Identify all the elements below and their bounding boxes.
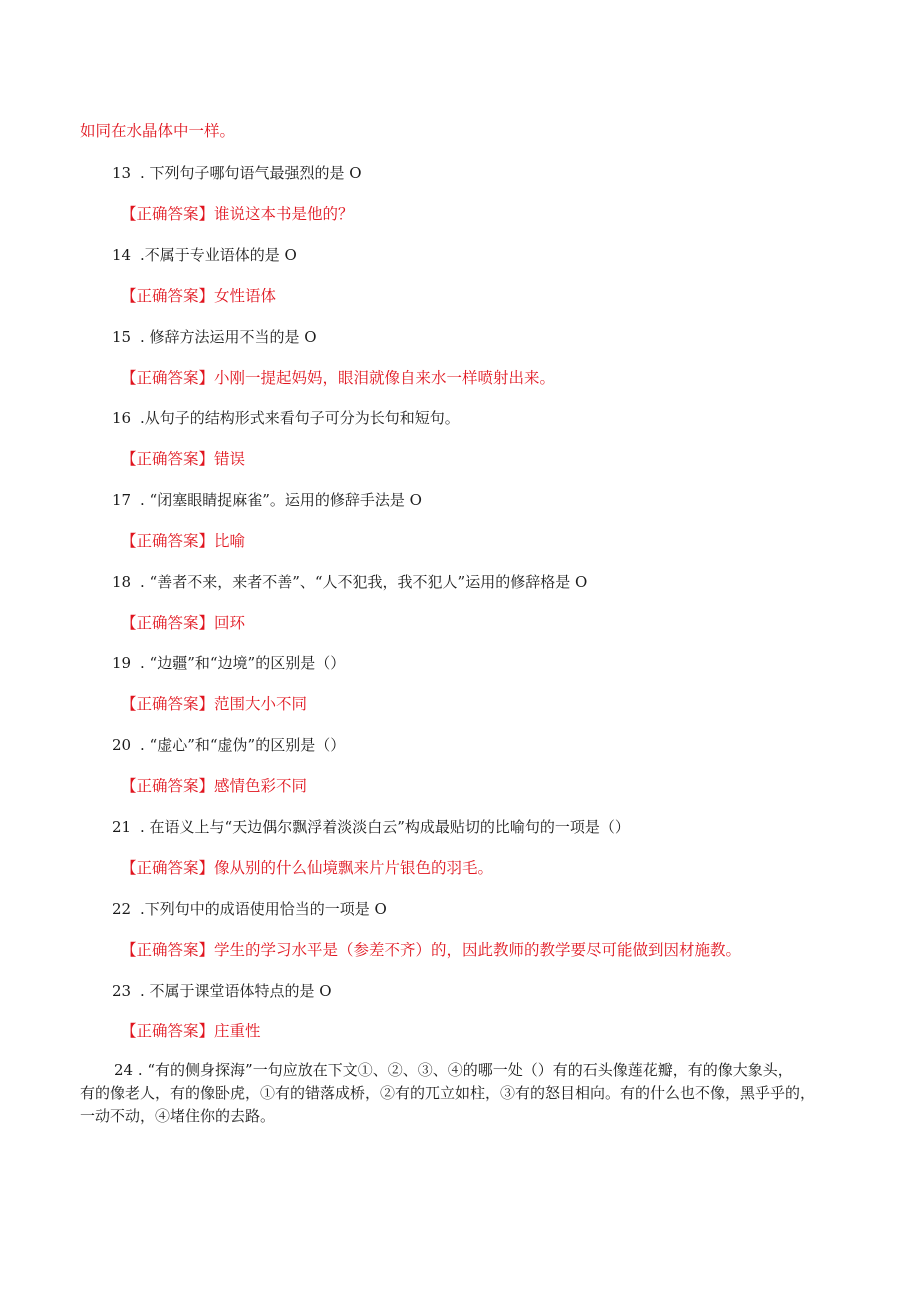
answer-20: 【正确答案】感情色彩不同: [121, 777, 308, 795]
question-number: 19: [112, 654, 132, 672]
question-number: 22: [112, 900, 132, 918]
question-text: .不属于专业语体的是 O: [140, 246, 297, 264]
answer-18: 【正确答案】回环: [121, 614, 246, 632]
question-number: 14: [112, 246, 132, 264]
question-text: . 下列句子哪句语气最强烈的是 O: [140, 164, 362, 182]
question-24-line-1: 24 . “有的侧身探海”一句应放在下文①、②、③、④的哪一处（）有的石头像莲花瓣，有的像大象头，: [114, 1061, 793, 1079]
question-number: 13: [112, 164, 132, 182]
question-22: [112, 899, 387, 919]
question-text: . “闭塞眼睛捉麻雀”。运用的修辞手法是 O: [140, 491, 422, 509]
answer-14: 【正确答案】女性语体: [121, 287, 277, 305]
question-24-line-2: 有的像老人，有的像卧虎，①有的错落成桥，②有的兀立如柱，③有的怒目相向。有的什么也不像，黑乎乎的，: [80, 1084, 816, 1102]
answer-21: 【正确答案】像从别的什么仙境飘来片片银色的羽毛。: [121, 859, 494, 877]
question-20: [112, 735, 345, 755]
question-19: [112, 653, 345, 673]
question-21: [112, 817, 630, 837]
question-number: 21: [112, 818, 132, 836]
question-14: [112, 245, 297, 265]
question-text: . “善者不来，来者不善”、“人不犯我，我不犯人”运用的修辞格是 O: [140, 573, 588, 591]
question-23: [112, 981, 332, 1001]
question-text: . “虚心”和“虚伪”的区别是（）: [140, 736, 346, 754]
question-15: [112, 327, 317, 347]
answer-22: 【正确答案】学生的学习水平是（参差不齐）的，因此教师的教学要尽可能做到因材施教。: [121, 941, 742, 959]
question-17: [112, 490, 422, 510]
question-18: [112, 572, 587, 592]
question-number: 23: [112, 982, 132, 1000]
answer-23: 【正确答案】庄重性: [121, 1022, 261, 1040]
question-text: . “边疆”和“边境”的区别是（）: [140, 654, 346, 672]
answer-17: 【正确答案】比喻: [121, 532, 246, 550]
question-number: 15: [112, 328, 132, 346]
question-text: .下列句中的成语使用恰当的一项是 O: [140, 900, 387, 918]
question-13: [112, 163, 362, 183]
answer-15: 【正确答案】小刚一提起妈妈，眼泪就像自来水一样喷射出来。: [121, 369, 556, 387]
question-16: [112, 408, 460, 428]
question-number: 16: [112, 409, 132, 427]
question-text: . 修辞方法运用不当的是 O: [140, 328, 317, 346]
question-number: 17: [112, 491, 132, 509]
answer-16: 【正确答案】错误: [121, 450, 246, 468]
answer-19: 【正确答案】范围大小不同: [121, 695, 308, 713]
question-text: . 在语义上与“天边偶尔飘浮着淡淡白云”构成最贴切的比喻句的一项是（）: [140, 818, 630, 836]
continuation-answer: 如同在水晶体中一样。: [80, 122, 236, 140]
question-text: .从句子的结构形式来看句子可分为长句和短句。: [140, 409, 460, 427]
question-number: 20: [112, 736, 132, 754]
question-number: 18: [112, 573, 132, 591]
answer-13: 【正确答案】谁说这本书是他的？: [121, 205, 354, 223]
question-24-line-3: 一动不动，④堵住你的去路。: [80, 1107, 276, 1125]
question-text: . 不属于课堂语体特点的是 O: [140, 982, 332, 1000]
